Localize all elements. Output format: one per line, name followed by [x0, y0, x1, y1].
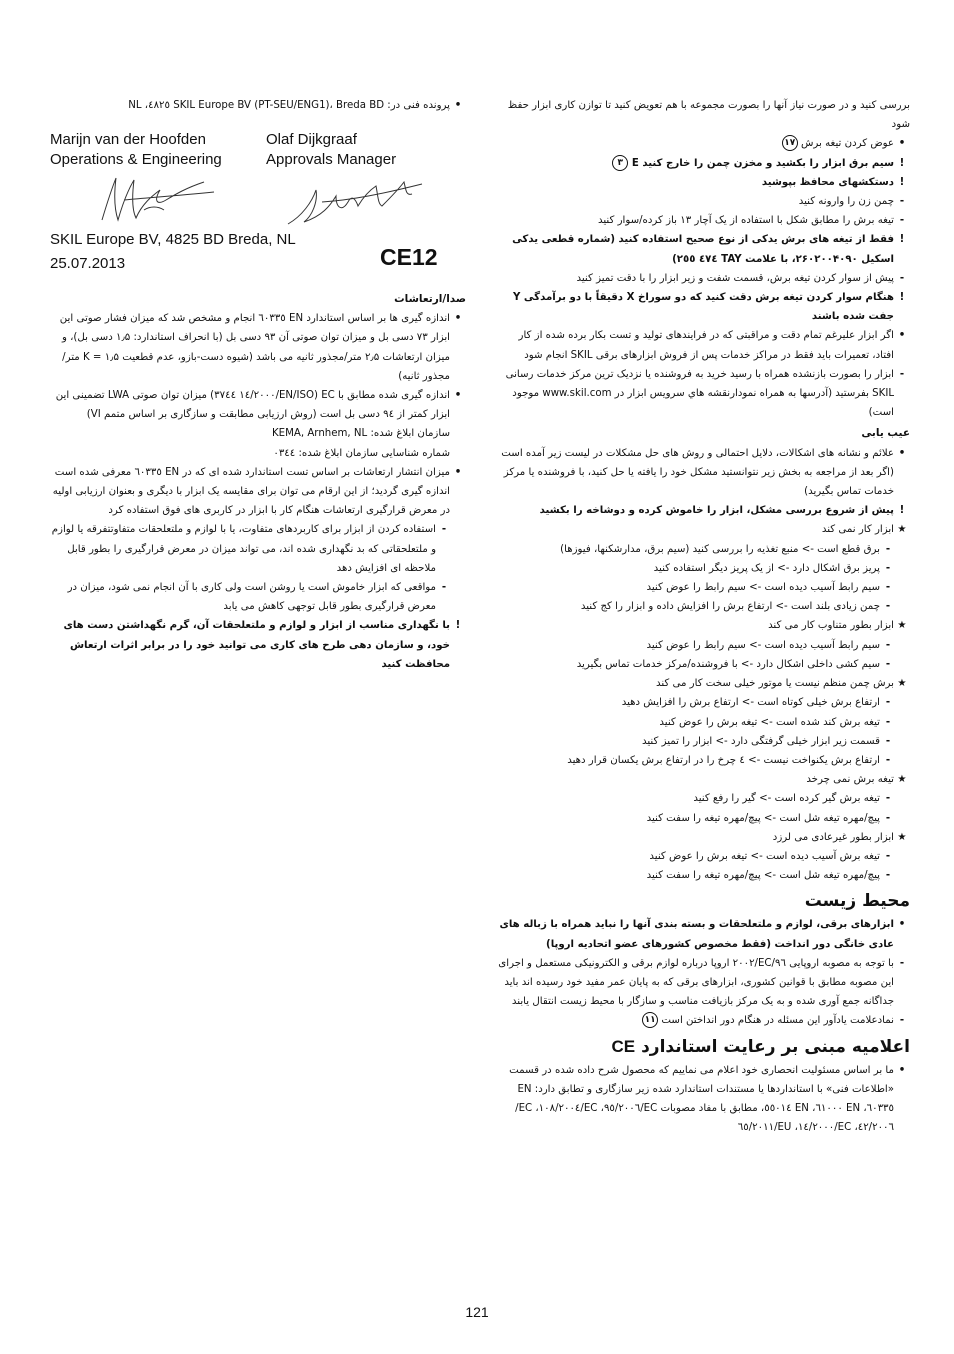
- list-item: • اگر ابزار علیرغم تمام دقت و مراقبتی که در فرایندهای تولید و تست بکار برده شده از کار افتاد، تعمیرات باید فقط در مراکز خدمات پس از فروش ابزارهای برقی SKIL انجام شود: [494, 326, 910, 364]
- list-item: - چمن زن را وارونه کنید: [494, 192, 910, 211]
- warning-icon: !: [455, 620, 461, 632]
- list-item: • اندازه گیری شده مطابق با EC (EN/ISO/١٤/٢٠٠٠ ٣٧٤٤) میزان توان صوتی LWA تضمینی این ابزار کمتر از ۹٤ دسی بل است (روش ارزیابی مطابقت و سازگاری بر اساس متمم VI): [46, 386, 466, 424]
- list-item: • اندازه گیری ها بر اساس استاندارد EN ٦٠٣٣٥ انجام و مشخص شد که میزان فشار صوتی این ابزار ۷۳ دسی بل و میزان توان صوتی آن ۹۳ دسی بل (با انحراف استاندارد: ۱٫۵ دسی بل)، و میزان ارتعاشات ۲٫۵ متر/مجذور ثانیه می باشد (شیوه دست-بازو، عدم قطعیت K = ۱٫۵ متر/مجذور ثانیه): [46, 309, 466, 386]
- dash-icon: -: [899, 368, 905, 380]
- section-title-environment: محیط زیست: [804, 891, 910, 912]
- figure-ref-icon: ۱۱: [642, 1012, 658, 1028]
- warning-item: ! دستکشهای محافظ بپوشید: [494, 173, 910, 192]
- signatory-title: Approvals Manager: [266, 151, 397, 168]
- solution-item: - برق قطع است -> منبع تغذیه را بررسی کنید (سیم برق، مدارشکنها، فیوزها): [494, 540, 910, 559]
- solution-item: - سیم رابط آسیب دیده است -> سیم رابط را عوض کنید: [494, 578, 910, 597]
- problem-item: ★ تیغه برش نمی چرخد: [494, 770, 910, 789]
- signatory-1: [50, 130, 222, 170]
- problem-item: ★ ابزار بطور غیرعادی می لرزد: [494, 828, 910, 847]
- list-item: • ابزارهای برقی، لوازم و ملتعلحقات و بسته بندی آنها را نباید همراه با زباله های عادی خانگی دور انداخت (فقط مخصوص کشورهای عضو اتحادیه اروپا): [494, 915, 910, 953]
- solution-item: - سیم رابط آسیب دیده است -> سیم رابط را عوض کنید: [494, 636, 910, 655]
- list-item: - ابزار را بصورت بازنشده همراه با رسید خرید به فروشنده یا نزدیک ترین مرکز خدمات رسانی SKIL بفرستید (آدرسها به همراه نمودارنقشه هاي سرويس ابزار در www.skil.com موجود است): [494, 365, 910, 423]
- dash-icon: -: [885, 658, 891, 670]
- dash-icon: -: [885, 754, 891, 766]
- solution-item: - ارتفاع برش خیلی کوتاه است -> ارتفاع برش را افزایش دهید: [494, 693, 910, 712]
- star-icon: ★: [897, 774, 907, 786]
- warning-item: ! هنگام سوار کردن تیغه برش دقت کنید که دو سوراخ X دقیقاً با دو برآمدگی Y جفت شده باشند: [494, 288, 910, 326]
- dash-icon: -: [885, 582, 891, 594]
- solution-item: - سیم کشی داخلی اشکال دارد -> با فروشنده/مرکز خدمات تماس بگیرید: [494, 655, 910, 674]
- bullet-icon: •: [898, 330, 906, 342]
- dash-icon: -: [885, 812, 891, 824]
- dash-icon: -: [441, 524, 447, 536]
- list-item: • علائم و نشانه های اشکالات، دلایل احتمالی و روش های حل مشکلات در لیست زیر آمده است (اگر بعد از مراجعه به بخش زیر نتوانستید مشکل خود را یافته یا حل کنید، با فروشنده یا مرکز خدمات تماس بگیرید): [494, 444, 910, 502]
- declaration-date: 25.07.2013: [50, 255, 126, 272]
- dash-icon: -: [885, 850, 891, 862]
- paragraph: سازمان ابلاغ شده: KEMA, Arnhem, NL: [271, 428, 450, 440]
- bullet-icon: •: [898, 1064, 906, 1076]
- left-column: [46, 96, 466, 115]
- warning-icon: !: [899, 234, 905, 246]
- dash-icon: -: [885, 735, 891, 747]
- dash-icon: -: [885, 716, 891, 728]
- solution-item: - پیچ/مهره تیغه شل است -> پیچ/مهره تیغه را سفت کنید: [494, 866, 910, 885]
- star-icon: ★: [897, 678, 907, 690]
- ce-mark-icon: CE: [611, 1036, 636, 1056]
- solution-item: - ارتفاع برش یکنواخت نیست -> ٤ چرخ را در ارتفاع برش یکسان قرار دهید: [494, 751, 910, 770]
- dash-icon: -: [899, 215, 905, 227]
- star-icon: ★: [897, 524, 907, 536]
- paragraph: بررسی کنید و در صورت نیاز آنها را بصورت مجموعه با هم تعویض کنید تا توازن کاری ابزار حفظ شود: [507, 100, 910, 131]
- problem-item: ★ ابزار کار نمی کند: [494, 520, 910, 539]
- solution-item: - تیغه برش آسیب دیده است -> تیغه برش را عوض کنید: [494, 847, 910, 866]
- signatory-title: Operations & Engineering: [50, 151, 222, 168]
- page-number: 121: [465, 1304, 489, 1320]
- signatory-name: Marijn van der Hoofden: [50, 131, 206, 148]
- dash-icon: -: [899, 272, 905, 284]
- signatory-name: Olaf Dijkgraaf: [266, 131, 357, 148]
- warning-icon: !: [899, 176, 905, 188]
- company-block: [50, 228, 296, 276]
- star-icon: ★: [897, 831, 907, 843]
- bullet-icon: •: [454, 313, 462, 325]
- warning-icon: !: [899, 292, 905, 304]
- signatory-2: [266, 130, 396, 170]
- solution-item: - تیغه برش کند شده است -> تیغه برش را عوض کنید: [494, 713, 910, 732]
- list-item: - تیغه برش را مطابق شکل با استفاده از یک آچار ۱۳ باز کرده/سوار کنید: [494, 211, 910, 230]
- warning-item: ! پیش از شروع بررسی مشکل، ابزار را خاموش کرده و دوشاخه را بکشید: [494, 501, 910, 520]
- bullet-icon: •: [454, 390, 462, 402]
- list-item: - پیش از سوار کردن تیغه برش، قسمت شفت و زیر ابزار را با دقت تمیز کنید: [494, 269, 910, 288]
- left-column-noise: [46, 288, 466, 674]
- figure-ref-icon: ۳: [612, 155, 628, 171]
- list-item: • پرونده فنی در: SKIL Europe BV (PT-SEU/ENG1)، Breda BD ٤٨٢٥، NL: [46, 96, 466, 115]
- bullet-icon: •: [454, 100, 462, 111]
- solution-item: - پیچ/مهره تیغه شل است -> پیچ/مهره تیغه را سفت کنید: [494, 809, 910, 828]
- warning-item: ! با نگهداری مناسب از ابزار و لوازم و ملتعلحقات آن، گرم نگهداشتن دست های خود، و سازمان دهی طرح های کاری می توانید خود را در برابر اثرات ارتعاش محافظت کنید: [46, 616, 466, 674]
- dash-icon: -: [885, 697, 891, 709]
- star-icon: ★: [897, 620, 907, 632]
- list-item: • ما بر اساس مسئولیت انحصاری خود اعلام می نماییم که محصول شرح داده شده در قسمت «اطلاعات فنی» با استانداردها یا مستندات استاندارد شده زیر سازگاری و تطابق دارد: EN ٦٠٣٣٥، EN ٦١٠٠٠، EN ٥٥٠١٤، مطابق با مفاد مصوبات EC/٩٥/٢٠٠٦، EC/١٠٨/٢٠٠٤، EC/٤٢/٢٠٠٦، EC/١٤/٢٠٠٠، EU/٦٥/٢٠١١: [494, 1061, 910, 1138]
- solution-item: - چمن زیادی بلند است -> ارتفاع برش را افزایش داده و ابزار را کج کنید: [494, 597, 910, 616]
- dash-icon: -: [899, 957, 905, 969]
- ce12-mark: CE12: [380, 244, 438, 270]
- warning-icon: !: [899, 505, 905, 517]
- bullet-icon: •: [898, 919, 906, 931]
- solution-item: - تیغه برش گیر کرده است -> گیر را رفع کنید: [494, 789, 910, 808]
- right-column: [494, 96, 910, 1137]
- dash-icon: -: [899, 196, 905, 208]
- bullet-icon: •: [898, 138, 906, 150]
- company-address: SKIL Europe BV, 4825 BD Breda, NL: [50, 231, 296, 248]
- solution-item: - پریز برق اشکال دارد -> از یک پریز دیگر استفاده کنید: [494, 559, 910, 578]
- paragraph: شماره شناسایی سازمان ابلاغ شده: ۰۳٤٤: [273, 447, 450, 459]
- bullet-icon: •: [898, 447, 906, 459]
- signature-2-image: [282, 172, 432, 232]
- figure-ref-icon: ۱۷: [782, 135, 798, 151]
- list-item: • میزان انتشار ارتعاشات بر اساس تست استاندارد شده ای که در EN ٦٠٣٣٥ معرفی شده است اندازه گیری گردید؛ از این ارقام می توان برای مقایسه یک ابزار با دیگری و بعنوان ارزیابی اولیه در معرض قرارگیری ارتعاشات هنگام کار با ابزار در کاربری های فوق استفاده کرد: [46, 463, 466, 521]
- dash-icon: -: [885, 639, 891, 651]
- section-title-troubleshooting: عیب یابی: [861, 427, 910, 440]
- section-title-declaration: اعلامیه مبنی بر رعایت استاندارد CE: [611, 1036, 910, 1057]
- bullet-icon: •: [454, 466, 462, 478]
- warning-item: ! فقط از تیغه های برش یدکی از نوع صحیح استفاده کنید (شماره قطعی یدکی اسکیل ۲۶۰۲۰۰۴۰۹۰، با علامت TAY ٤٧٤ ٢٥٥): [494, 230, 910, 268]
- dash-icon: -: [899, 1015, 905, 1027]
- list-item: - استفاده کردن از ابزار برای کاربردهای متفاوت، یا با لوازم و ملتعلحقات متفاوتتفرقه یا لوازم و ملتعلحقاتی که بد نگهداری شده اند، می تواند میزان در معرض قرارگیری را بطور قابل ملاحظه ای افزایش دهد: [46, 520, 466, 578]
- warning-item: ! سیم برق ابزار را بکشید و مخزن چمن را خارج کنید E ۳: [494, 154, 910, 173]
- dash-icon: -: [885, 793, 891, 805]
- list-item: - با توجه به مصوبه اروپایی EC/۹٦/۲۰۰۲ اروپا درباره لوازم برقی و الکترونیکی مستعمل و اجرای این مصوبه مطابق با قوانین کشوری، ابزارهای برقی که به پایان عمر مفید خود رسیده اند باید جداگانه جمع آوری شده و به یک مرکز بازیافت مناسب و سازگار با محیط زیست انتقال یابند: [494, 954, 910, 1012]
- dash-icon: -: [885, 601, 891, 613]
- dash-icon: -: [441, 582, 447, 594]
- dash-icon: -: [885, 562, 891, 574]
- list-item: - نمادعلامت یادآور این مسئله در هنگام دور انداختن است ۱۱: [494, 1011, 910, 1030]
- warning-icon: !: [899, 157, 905, 169]
- solution-item: - قسمت زیر ابزار خیلی گرفتگی دارد -> ابزار را تمیز کنید: [494, 732, 910, 751]
- signature-1-image: [94, 170, 224, 228]
- problem-item: ★ برش چمن منظم نیست یا موتور خیلی سخت کار می کند: [494, 674, 910, 693]
- section-title-noise: صدا/ارتعاشات: [394, 293, 466, 305]
- dash-icon: -: [885, 543, 891, 555]
- problem-item: ★ ابزار بطور متناوب کار می کند: [494, 616, 910, 635]
- dash-icon: -: [885, 870, 891, 882]
- list-item: - مواقعی که ابزار خاموش است یا روشن است ولی کاری با آن انجام نمی شود، میزان در معرض قرارگیری بطور قابل توجهی کاهش می یابد: [46, 578, 466, 616]
- list-item: • عوض کردن تیغه برش ۱۷: [494, 134, 910, 153]
